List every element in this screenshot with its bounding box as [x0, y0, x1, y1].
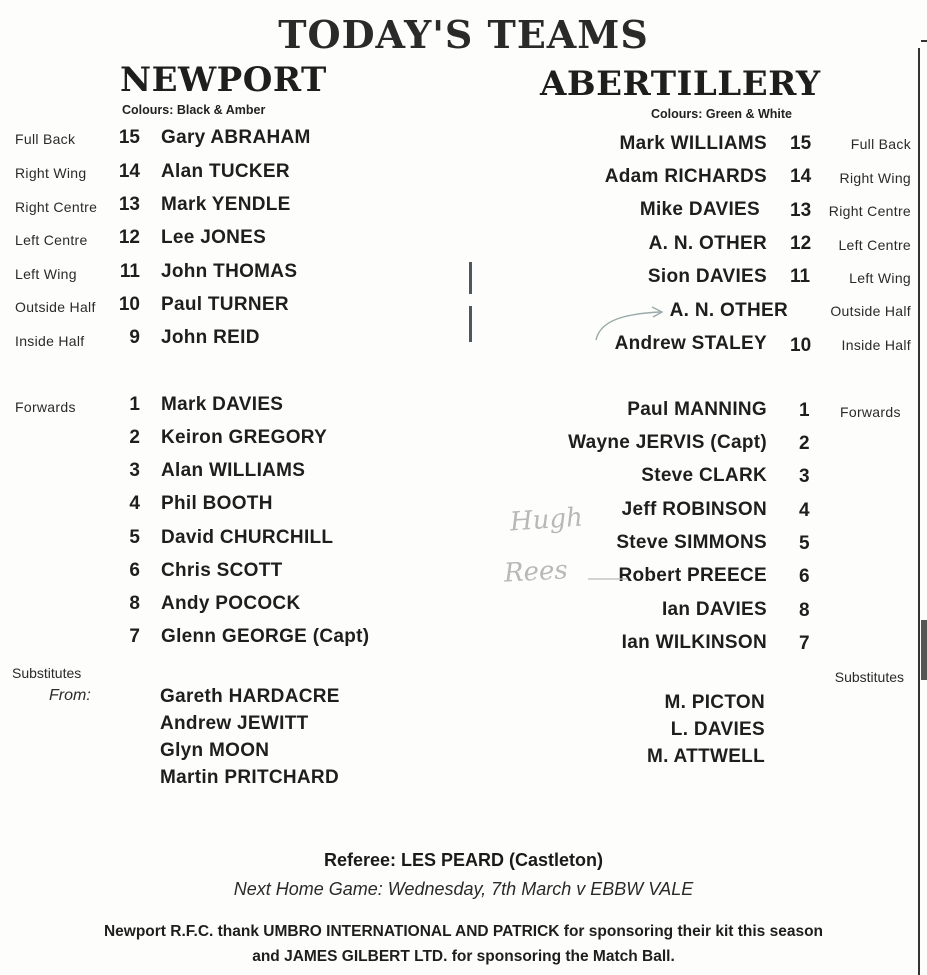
- player-name: John THOMAS: [161, 261, 298, 282]
- player-name: Glenn GEORGE (Capt): [161, 626, 370, 647]
- player-name: Ian DAVIES: [661, 599, 767, 620]
- shirt-number: 5: [129, 527, 140, 548]
- player-name: Alan TUCKER: [161, 161, 290, 182]
- player-name: Steve SIMMONS: [616, 532, 767, 553]
- home-forwards-label: Forwards: [15, 399, 76, 415]
- shirt-number: 3: [799, 466, 810, 487]
- shirt-number: 14: [790, 166, 812, 187]
- player-name: Andrew STALEY: [614, 333, 767, 354]
- shirt-number: 1: [129, 394, 140, 415]
- player-name: Keiron GREGORY: [161, 427, 328, 448]
- position-label: Outside Half: [15, 299, 96, 315]
- position-label: Left Wing: [849, 270, 911, 286]
- pencil-note-second: Rees: [503, 555, 569, 589]
- shirt-number: 11: [119, 261, 140, 282]
- home-team-colours: Colours: Black & Amber: [122, 103, 266, 117]
- page-edge-shadow: [921, 620, 927, 680]
- position-label: Right Wing: [15, 165, 87, 181]
- shirt-number: 13: [118, 194, 140, 215]
- shirt-number: 6: [799, 566, 810, 587]
- home-substitutes-label: Substitutes: [12, 665, 82, 681]
- shirt-number: 12: [118, 227, 140, 248]
- pencil-line-icon: [588, 576, 628, 582]
- shirt-number: 12: [790, 233, 812, 254]
- player-name: Phil BOOTH: [161, 493, 273, 514]
- player-name: Paul TURNER: [161, 294, 289, 315]
- position-label: Left Centre: [838, 237, 911, 253]
- page-edge-top: [921, 40, 927, 42]
- page-edge: [918, 48, 920, 975]
- sponsor-thanks-line-1: Newport R.F.C. thank UMBRO INTERNATIONAL AND PATRICK for sponsoring their kit this season: [103, 923, 824, 940]
- shirt-number: 2: [799, 433, 810, 454]
- shirt-number: 14: [118, 161, 140, 182]
- scan-mark: [469, 262, 472, 294]
- home-from-label: From:: [49, 687, 91, 704]
- shirt-number: 2: [129, 427, 140, 448]
- away-substitutes-label: Substitutes: [834, 669, 904, 685]
- next-home-game: Next Home Game: Wednesday, 7th March v EBBW VALE: [233, 879, 694, 899]
- away-team-colours: Colours: Green & White: [651, 107, 792, 121]
- player-name: Mark DAVIES: [161, 394, 284, 415]
- player-name: Mike DAVIES: [639, 199, 760, 220]
- player-name: Gary ABRAHAM: [161, 127, 311, 148]
- home-team-name: NEWPORT: [120, 60, 327, 100]
- player-name: Paul MANNING: [627, 399, 767, 420]
- shirt-number: 1: [799, 400, 810, 421]
- shirt-number: 13: [790, 200, 812, 221]
- position-label: Left Centre: [15, 232, 88, 248]
- position-label: Full Back: [850, 136, 911, 152]
- player-name: Steve CLARK: [641, 465, 767, 486]
- away-forwards-label: Forwards: [840, 404, 901, 420]
- player-name: Ian WILKINSON: [621, 632, 767, 653]
- player-name: Sion DAVIES: [647, 266, 767, 287]
- pencil-note-first: Hugh: [509, 502, 584, 538]
- pencil-arrow-icon: [590, 302, 670, 352]
- player-name: David CHURCHILL: [161, 527, 334, 548]
- away-team-name: ABERTILLERY: [540, 64, 821, 104]
- player-name: Lee JONES: [161, 227, 267, 248]
- position-label: Full Back: [15, 131, 76, 147]
- shirt-number: 10: [790, 335, 812, 356]
- player-name: Andy POCOCK: [161, 593, 301, 614]
- shirt-number: 10: [118, 294, 140, 315]
- position-label: Inside Half: [15, 333, 85, 349]
- player-name: A. N. OTHER: [669, 300, 788, 321]
- player-name: Jeff ROBINSON: [621, 499, 767, 520]
- position-label: Inside Half: [841, 337, 911, 353]
- substitute-name: Gareth HARDACRE: [160, 686, 340, 707]
- substitute-name: M. PICTON: [664, 692, 765, 713]
- shirt-number: 11: [790, 266, 811, 287]
- shirt-number: 15: [118, 127, 140, 148]
- position-label: Left Wing: [15, 266, 77, 282]
- sponsor-thanks-line-2: and JAMES GILBERT LTD. for sponsoring the Match Ball.: [252, 948, 675, 965]
- player-name: A. N. OTHER: [648, 233, 767, 254]
- substitute-name: M. ATTWELL: [646, 746, 765, 767]
- shirt-number: 8: [129, 593, 140, 614]
- scan-mark: [469, 306, 472, 342]
- shirt-number: 8: [799, 600, 810, 621]
- shirt-number: 4: [129, 493, 140, 514]
- substitute-name: Glyn MOON: [160, 740, 270, 761]
- player-name: Alan WILLIAMS: [161, 460, 306, 481]
- shirt-number: 7: [129, 626, 140, 647]
- substitute-name: Martin PRITCHARD: [160, 767, 339, 788]
- position-label: Right Centre: [15, 199, 98, 215]
- position-label: Outside Half: [830, 303, 911, 319]
- position-label: Right Centre: [828, 203, 911, 219]
- player-name: Adam RICHARDS: [604, 166, 767, 187]
- shirt-number: 6: [129, 560, 140, 581]
- player-name: Wayne JERVIS (Capt): [568, 432, 767, 453]
- shirt-number: 4: [799, 500, 810, 521]
- player-name: John REID: [161, 327, 260, 348]
- substitute-name: Andrew JEWITT: [160, 713, 309, 734]
- shirt-number: 9: [129, 327, 140, 348]
- referee-line: Referee: LES PEARD (Castleton): [323, 850, 604, 870]
- player-name: Mark WILLIAMS: [619, 133, 767, 154]
- player-name: Robert PREECE: [618, 565, 767, 586]
- substitute-name: L. DAVIES: [670, 719, 765, 740]
- shirt-number: 3: [129, 460, 140, 481]
- position-label: Right Wing: [839, 170, 911, 186]
- page-title: TODAY'S TEAMS: [278, 12, 649, 57]
- shirt-number: 5: [799, 533, 810, 554]
- shirt-number: 15: [790, 133, 812, 154]
- shirt-number: 7: [799, 633, 810, 654]
- player-name: Chris SCOTT: [161, 560, 283, 581]
- player-name: Mark YENDLE: [161, 194, 291, 215]
